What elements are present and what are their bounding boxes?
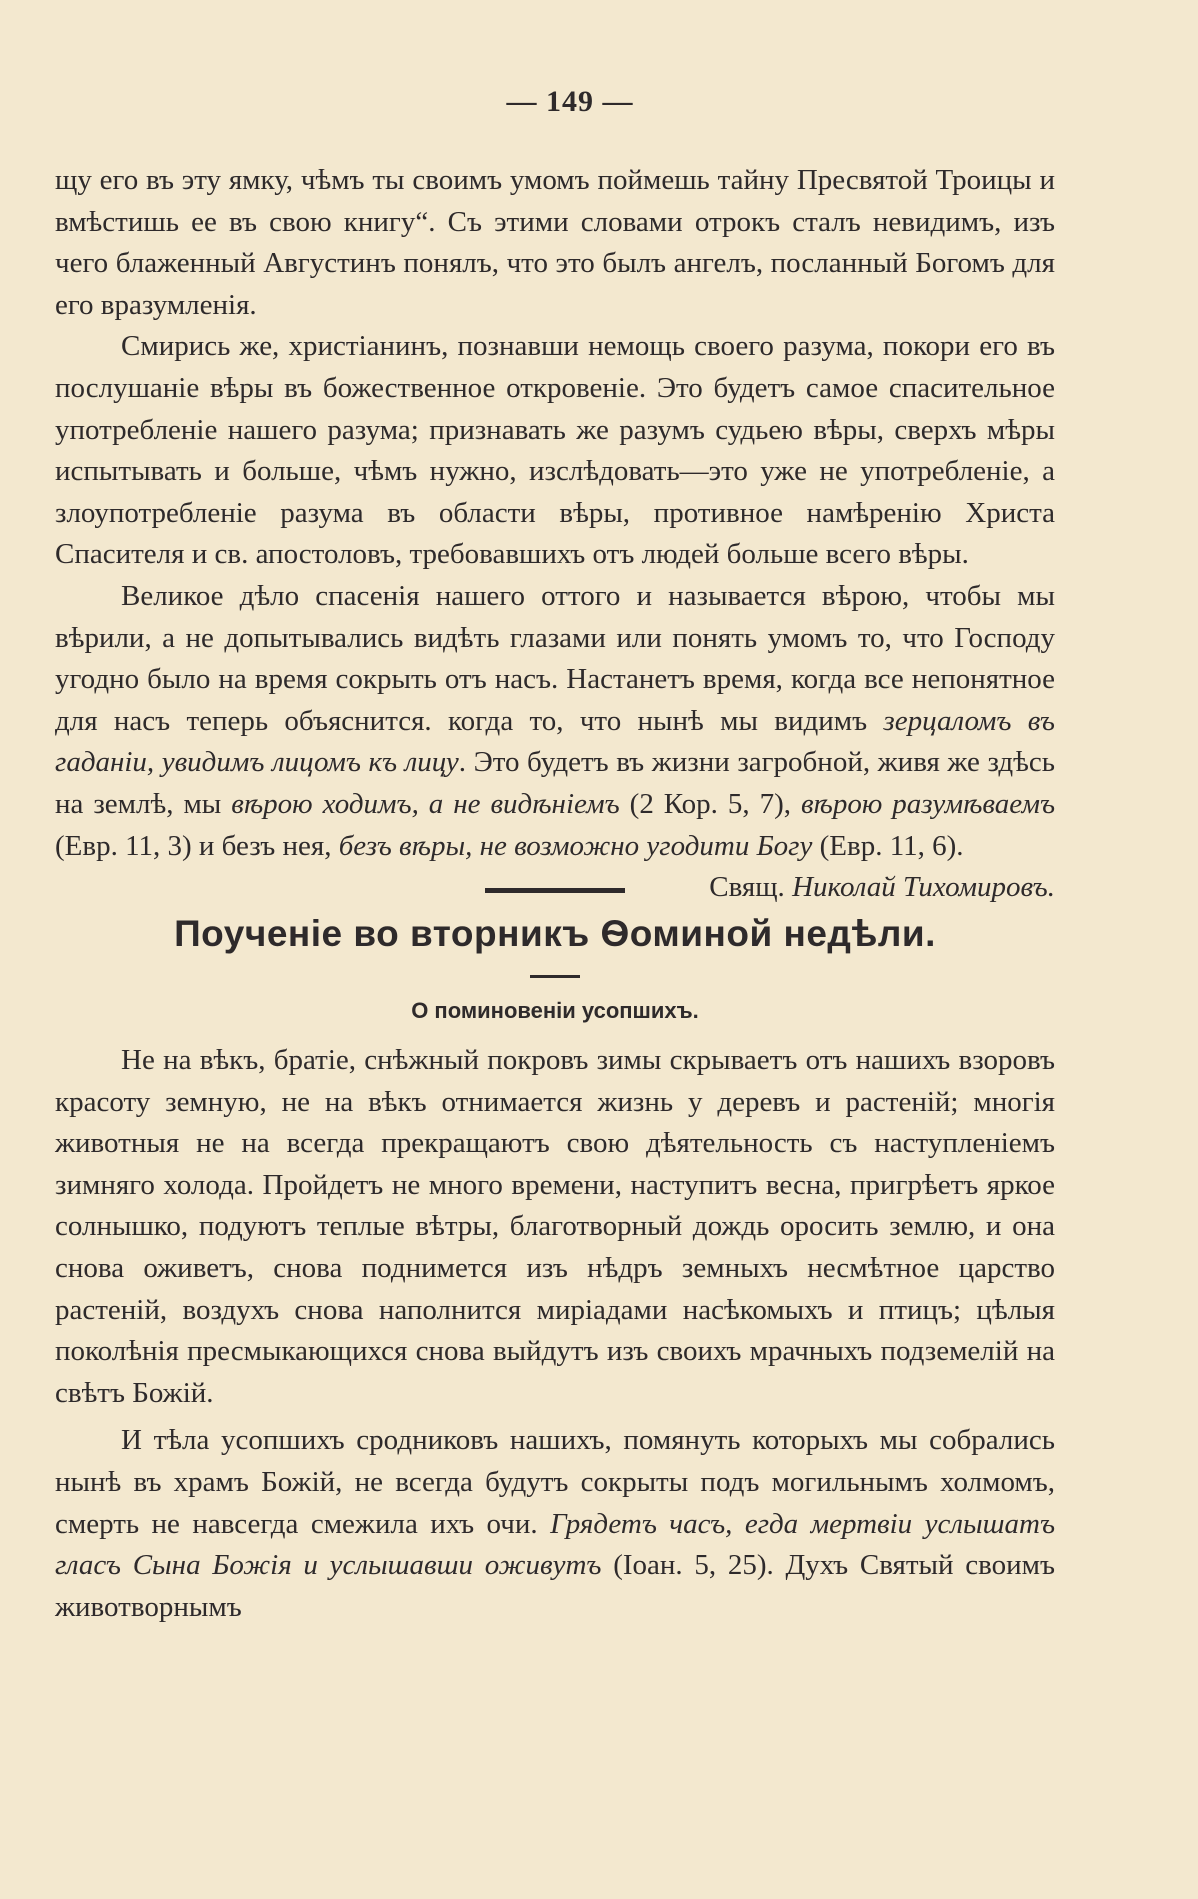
text-run: (Евр. 11, 3) и безъ нея, (55, 829, 339, 862)
text-run: . Это будетъ въ жизни загробной, живя же здѣсь на землѣ, мы (55, 746, 1055, 820)
text-run: И тѣла усопшихъ сродниковъ нашихъ, помянуть которыхъ мы собрались нынѣ въ храмъ Божій, не всегда будутъ сокрыты подъ могильнымъ холмомъ, смерть не навсегда смежила ихъ очи. (55, 1424, 1055, 1540)
sermon-body (55, 1040, 1055, 1628)
sermon-conclusion (55, 160, 1056, 904)
signature-title: Свящ. (709, 871, 793, 904)
section-title: Поученіе во вторникъ Ѳоминой недѣли. (174, 913, 936, 955)
page-number: — 149 — (506, 85, 634, 118)
signature-name: Николай Тихомировъ. (792, 871, 1055, 904)
paragraph: Не на вѣкъ, братіе, снѣжный покровъ зимы скрываетъ отъ нашихъ взоровъ красоту земную, не на вѣкъ отнимается жизнь у деревъ и растеній; многія животныя не на всегда прекращаютъ свою дѣятельность съ наступленіемъ зимняго холода. Пройдетъ не много времени, наступитъ весна, пригрѣетъ яркое солнышко, подуютъ теплые вѣтры, благотворный дождь оросить землю, и она снова оживетъ, снова поднимется изъ нѣдръ земныхъ несмѣтное царство растеній, воздухъ снова наполнится миріадами насѣкомыхъ и птицъ; цѣлыя поколѣнія пресмыкающихся снова выйдутъ изъ своихъ мрачныхъ подземелій на свѣтъ Божій. (55, 1044, 1055, 1409)
paragraph: щу его въ эту ямку, чѣмъ ты своимъ умомъ поймешь тайну Пресвятой Троицы и вмѣстишь ее въ свою книгу“. Съ этими словами отрокъ сталъ невидимъ, изъ чего блаженный Августинъ понялъ, что это былъ ангелъ, посланный Богомъ для его вразумленія. (55, 164, 1055, 321)
section-subtitle: О поминовеніи усопшихъ. (411, 998, 699, 1024)
scripture-quote: вѣрою ходимъ, а не видѣніемъ (231, 787, 620, 820)
title-divider (530, 975, 580, 978)
scripture-quote: вѣрою разумѣваемъ (800, 787, 1056, 820)
scripture-quote: Грядетъ часъ, егда мертвіи услышатъ гласъ Сына Божія и услышавши оживутъ (55, 1507, 1055, 1582)
text-run: (Іоан. 5, 25). Духъ Святый своимъ животворнымъ (55, 1549, 1055, 1623)
signature (643, 867, 1055, 909)
section-divider (485, 888, 625, 893)
text-run: Великое дѣло спасенія нашего оттого и называется вѣрою, чтобы мы вѣрили, а не допытывались видѣть глазами или понять умомъ то, что Господу угодно было на время сокрыть отъ насъ. Настанетъ время, когда все непонятное для насъ теперь объяснится. когда то, что нынѣ мы видимъ (55, 579, 1055, 737)
paragraph: Смирись же, христіанинъ, познавши немощь своего разума, покори его въ послушаніе вѣры въ божественное откровеніе. Это будетъ самое спасительное употребленіе нашего разума; признавать же разумъ судьею вѣры, сверхъ мѣры испытывать и больше, чѣмъ нужно, изслѣдовать—это уже не употребленіе, а злоупотребленіе разума въ области вѣры, противное намѣренію Христа Спасителя и св. апостоловъ, требовавшихъ отъ людей больше всего вѣры. (55, 330, 1055, 571)
text-run: (2 Кор. 5, 7), (619, 787, 801, 820)
text-run: (Евр. 11, 6). (812, 829, 964, 862)
page-content (55, 160, 1055, 1628)
paragraph (55, 1420, 1055, 1628)
scripture-quote: безъ вѣры, не возможно угодити Богу (338, 829, 813, 862)
paragraph (55, 576, 1056, 904)
scripture-quote: зерцаломъ въ гаданіи, увидимъ лицомъ къ лицу (55, 704, 1055, 779)
